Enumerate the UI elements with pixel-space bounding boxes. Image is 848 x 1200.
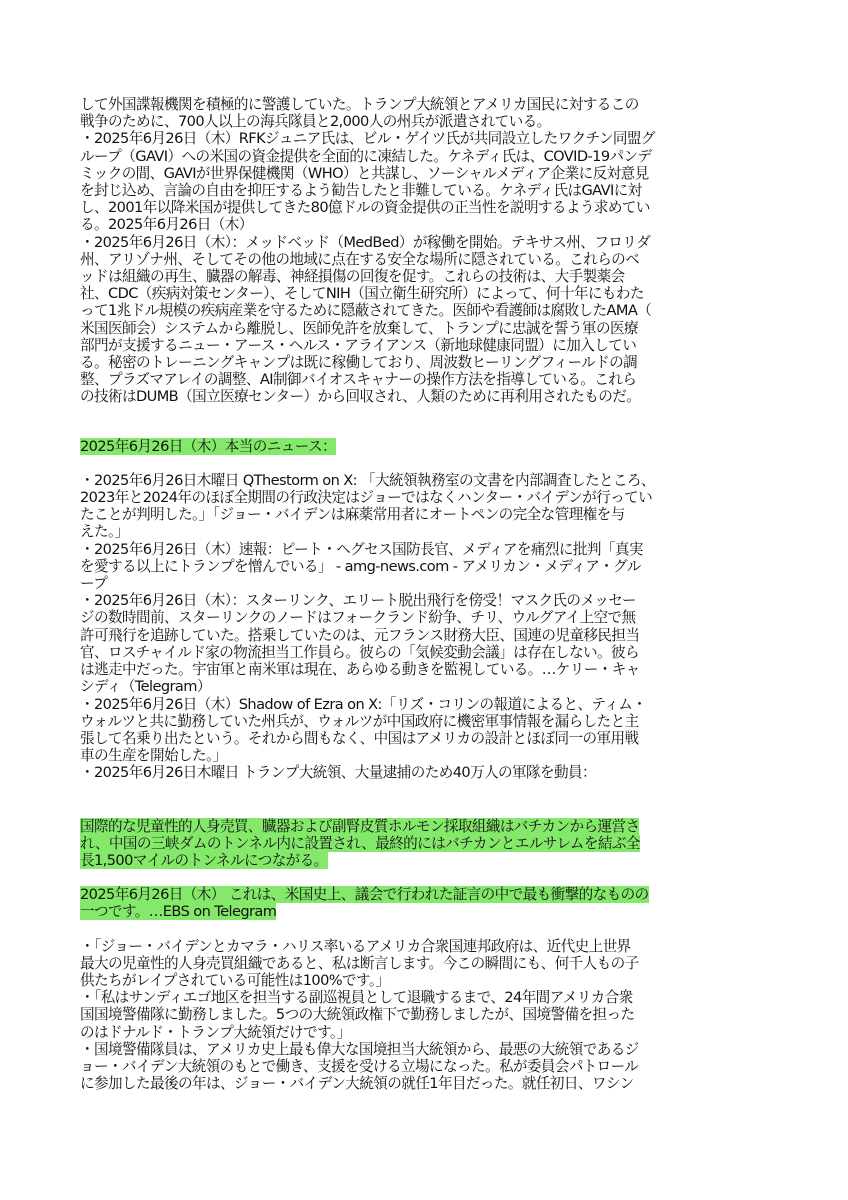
text-line — [80, 938, 770, 955]
text-line — [80, 661, 770, 678]
line-text: 部門が支援するニュー・アース・ヘルス・アライアンス（新地球健康同盟）に加入してい — [80, 336, 637, 354]
text-line — [80, 371, 770, 388]
text-line — [80, 1058, 770, 1075]
text-line — [80, 747, 770, 764]
line-text: 2023年と2024年のほぼ全期間の行政決定はジョーではなくハンター・バイデンが行ってい — [80, 489, 653, 507]
line-text: 戦争のために、700人以上の海兵隊員と2,000人の州兵が派遣されている。 — [80, 113, 551, 131]
text-line — [80, 955, 770, 972]
line-text: ミックの間、GAVIが世界保健機関（WHO）と共謀し、ソーシャルメディア企業に反対意見 — [80, 164, 649, 182]
line-text: 州、アリゾナ州、そしてその他の地域に点在する安全な場所に隠されている。これらのベ — [80, 250, 640, 268]
text-line — [80, 523, 770, 540]
text-line — [80, 558, 770, 575]
spacer — [80, 921, 770, 938]
line-text: 官、ロスチャイルド家の物流担当工作員ら。彼らの「気候変動会議」は存在しない。彼ら — [80, 643, 640, 661]
highlighted-text: 一つです。…EBS on Telegram — [80, 903, 277, 921]
text-line — [80, 506, 770, 523]
line-text: ープ — [80, 575, 108, 593]
line-text: ッドは組織の再生、臓器の解毒、神経損傷の回復を促す。これらの技術は、大手製薬会 — [80, 268, 625, 286]
line-text: のはドナルド・トランプ大統領だけです。」 — [80, 1023, 351, 1041]
highlighted-text: 長1,500マイルのトンネルにつながる。 — [80, 851, 328, 869]
line-text: ョー・バイデン大統領のもとで働き、支援を受ける立場になった。私が委員会パトロール — [80, 1057, 639, 1075]
line-text: 社、CDC（疾病対策センター）、そしてNIH（国立衛生研究所）によって、何十年にもわた — [80, 285, 644, 303]
text-line — [80, 1024, 770, 1041]
text-line — [80, 592, 770, 609]
spacer — [80, 455, 770, 472]
text-line — [80, 234, 770, 251]
line-text: シディ（Telegram） — [80, 678, 211, 696]
text-line — [80, 148, 770, 165]
text-line — [80, 182, 770, 199]
spacer — [80, 869, 770, 886]
highlight-testimony — [80, 886, 770, 920]
spacer — [80, 406, 770, 438]
line-text: ループ（GAVI）への米国の資金提供を全面的に凍結した。ケネディ氏は、COVID-19パンデ — [80, 147, 652, 165]
line-text: る。秘密のトレーニングキャンプは既に稼働しており、周波数ヒーリングフィールドの調 — [80, 354, 638, 372]
text-line — [80, 130, 770, 147]
line-text: 米国医師会）システムから離脱し、医師免許を放棄して、トランプに忠誠を誓う軍の医療 — [80, 319, 639, 337]
line-text: ・2025年6月26日（木）：スターリンク、エリート脱出飛行を傍受！マスク氏のメッセー — [80, 592, 636, 610]
highlighted-text: れ、中国の三峡ダムのトンネル内に設置され、最終的にはバチカンとエルサレムを結ぶ全 — [80, 834, 640, 852]
text-line — [80, 764, 770, 781]
paragraph-bottom — [80, 938, 770, 1093]
line-text: ・「ジョー・バイデンとカマラ・ハリス率いるアメリカ合衆国連邦政府は、近代史上世界 — [80, 937, 631, 955]
text-line — [80, 302, 770, 319]
line-text: し、2001年以降米国が提供してきた80億ドルの資金提供の正当性を説明するよう求めてい — [80, 199, 650, 217]
paragraph-news — [80, 472, 770, 782]
line-text: たことが判明した。」「ジョー・バイデンは麻薬常用者にオートペンの完全な管理権を与 — [80, 506, 625, 524]
text-line — [80, 609, 770, 626]
text-line — [80, 1006, 770, 1023]
text-line — [80, 285, 770, 302]
text-line — [80, 903, 770, 920]
text-line — [80, 354, 770, 371]
line-text: 車の生産を開始した。」 — [80, 747, 227, 765]
line-text: ・2025年6月26日木曜日 トランプ大統領、大量逮捕のため40万人の軍隊を動員： — [80, 764, 597, 782]
text-line — [80, 388, 770, 405]
line-text: 供たちがレイプされている可能性は100%です。」 — [80, 971, 390, 989]
highlight-vatican — [80, 818, 770, 870]
line-text: の技術はDUMB（国立医療センター）から回収され、人類のために再利用されたものだ。 — [80, 388, 641, 406]
line-text: って1兆ドル規模の疾病産業を守るために隠蔽されてきた。医師や看護師は腐敗したAMA（ — [80, 302, 652, 320]
text-line — [80, 489, 770, 506]
text-line — [80, 835, 770, 852]
line-text: 国国境警備隊に勤務しました。5つの大統領政権下で勤務しましたが、国境警備を担った — [80, 1006, 635, 1024]
text-line — [80, 678, 770, 695]
line-text: 最大の児童性的人身売買組織であると、私は断言します。今この瞬間にも、何千人もの子 — [80, 954, 639, 972]
highlighted-text: 国際的な児童性的人身売買、臓器および副腎皮質ホルモン採取組織はバチカンから運営さ — [80, 817, 640, 835]
line-text: 許可飛行を追跡していた。搭乗していたのは、元フランス財務大臣、国連の児童移民担当 — [80, 626, 640, 644]
text-line — [80, 541, 770, 558]
line-text: に参加した最後の年は、ジョー・バイデン大統領の就任1年目だった。就任初日、ワシン — [80, 1075, 634, 1093]
heading-news — [80, 438, 770, 455]
text-line — [80, 818, 770, 835]
text-line — [80, 696, 770, 713]
line-text: ジの数時間前、スターリンクのノードはフォークランド紛争、チリ、ウルグアイ上空で無 — [80, 609, 636, 627]
line-text: ・国境警備隊員は、アメリカ史上最も偉大な国境担当大統領から、最悪の大統領であるジ — [80, 1040, 639, 1058]
text-line — [80, 216, 770, 233]
paragraph-top — [80, 96, 770, 406]
text-line — [80, 472, 770, 489]
line-text: ・2025年6月26日木曜日 QThestorm on X: 「大統領執務室の文書を内部調査したところ、 — [80, 471, 655, 489]
line-text: は逃走中だった。宇宙軍と南米軍は現在、あらゆる動きを監視している。…ケリー・キャ — [80, 661, 640, 679]
line-text: ウォルツと共に勤務していた州兵が、ウォルツが中国政府に機密軍事情報を漏らしたと主 — [80, 712, 639, 730]
line-text: 張して名乗り出たという。それから間もなく、中国はアメリカの設計とほぼ同一の軍用戦 — [80, 729, 639, 747]
text-line — [80, 730, 770, 747]
text-line — [80, 972, 770, 989]
text-line — [80, 627, 770, 644]
text-line — [80, 989, 770, 1006]
line-text: る。2025年6月26日（木） — [80, 216, 253, 234]
text-line — [80, 575, 770, 592]
text-line — [80, 1075, 770, 1092]
text-line — [80, 251, 770, 268]
line-text: を愛する以上にトランプを憎んでいる」 - amg-news.com - アメリカン・メディア・グル — [80, 557, 641, 575]
text-line — [80, 886, 770, 903]
text-line — [80, 713, 770, 730]
text-line — [80, 852, 770, 869]
text-line — [80, 1041, 770, 1058]
line-text: ・2025年6月26日（木）速報：ピート・ヘグセス国防長官、メディアを痛烈に批判「真実 — [80, 540, 643, 558]
line-text: 整、プラズマアレイの調整、AI制御バイオスキャナーの操作方法を指導している。これら — [80, 371, 637, 389]
highlighted-text: 2025年6月26日（木） これは、米国史上、議会で行われた証言の中で最も衝撃的なものの — [80, 886, 649, 904]
spacer — [80, 782, 770, 818]
line-text: して外国諜報機関を積極的に警護していた。トランプ大統領とアメリカ国民に対するこの — [80, 96, 639, 113]
text-line — [80, 113, 770, 130]
line-text: ・2025年6月26日（木）Shadow of Ezra on X:「リズ・コリンの報道によると、ティム・ — [80, 695, 647, 713]
document-page — [80, 96, 770, 1092]
text-line — [80, 320, 770, 337]
heading-news-highlight: 2025年6月26日（木）本当のニュース： — [80, 437, 336, 455]
line-text: を封じ込め、言論の自由を抑圧するよう勧告したと非難している。ケネディ氏はGAVIに対 — [80, 182, 642, 200]
text-line — [80, 165, 770, 182]
text-line — [80, 199, 770, 216]
text-line — [80, 268, 770, 285]
text-line — [80, 337, 770, 354]
text-line — [80, 96, 770, 113]
line-text: えた。」 — [80, 523, 129, 541]
text-line — [80, 644, 770, 661]
line-text: ・2025年6月26日（木）RFKジュニア氏は、ビル・ゲイツ氏が共同設立したワクチン同盟グ — [80, 130, 655, 148]
line-text: ・2025年6月26日（木）：メッドベッド（MedBed）が稼働を開始。テキサス州、フロリダ — [80, 233, 651, 251]
line-text: ・「私はサンディエゴ地区を担当する副巡視員として退職するまで、24年間アメリカ合衆 — [80, 989, 633, 1007]
